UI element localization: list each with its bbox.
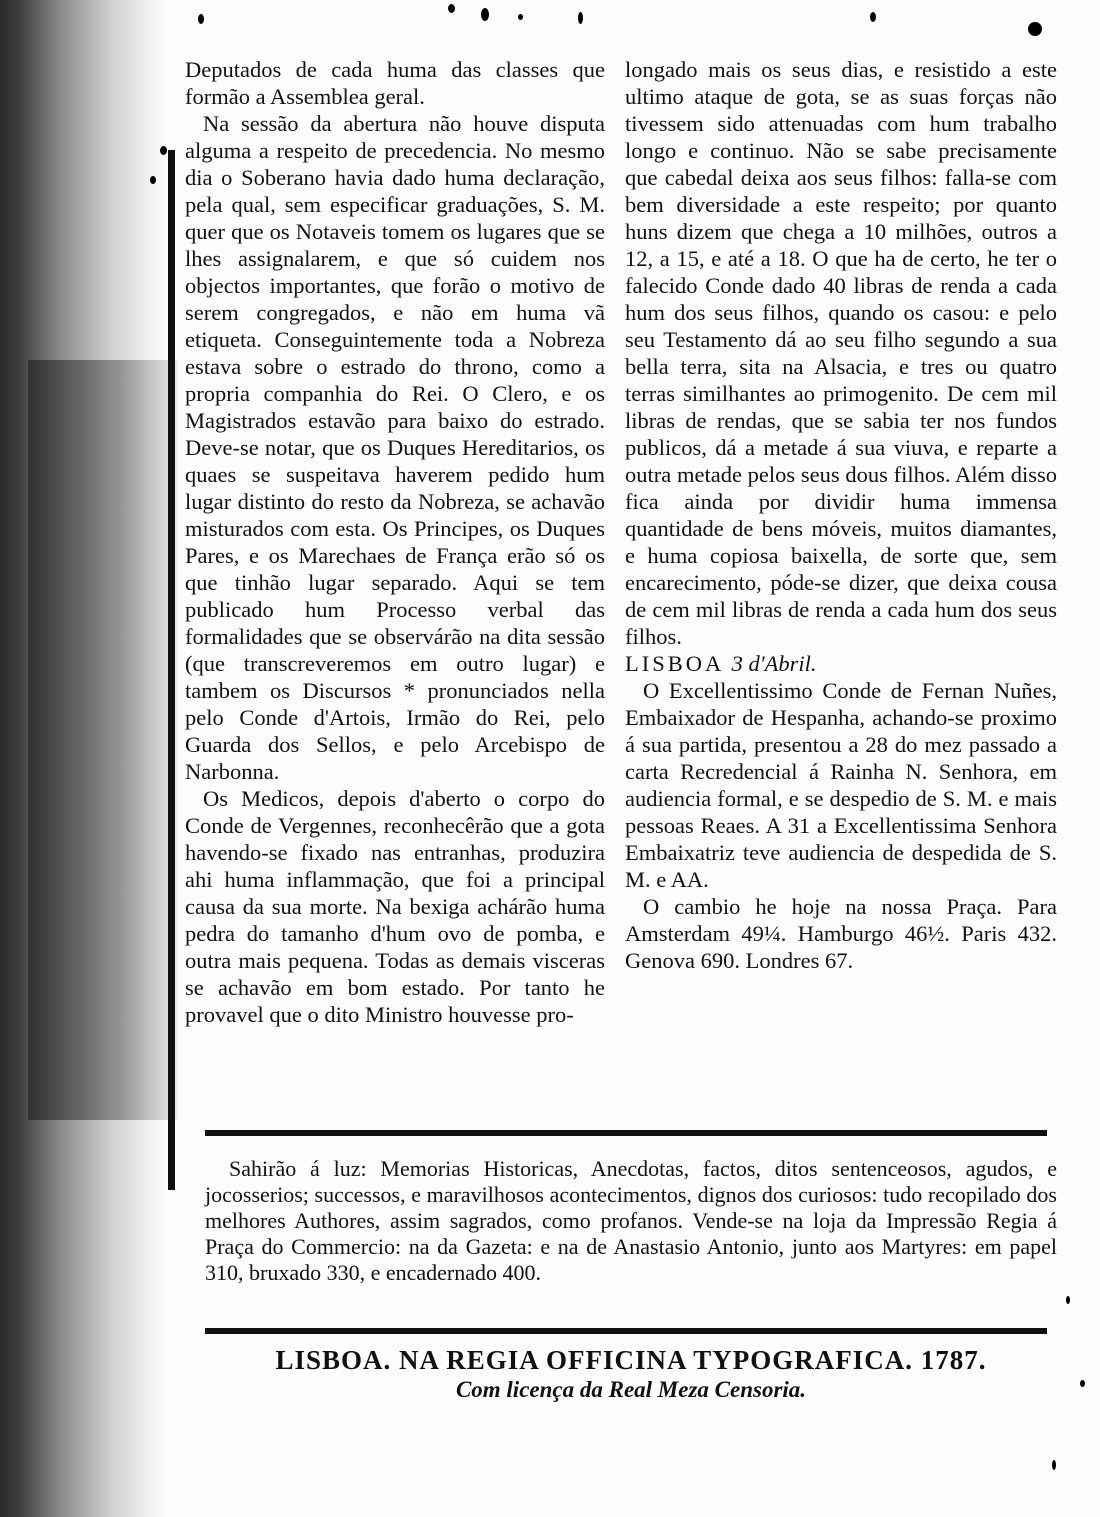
spine-rule — [168, 150, 175, 1190]
ink-speck — [1052, 1460, 1056, 1470]
ink-speck — [198, 14, 204, 24]
left-column — [185, 56, 605, 1028]
license-line: Com licença da Real Meza Censoria. — [455, 1377, 807, 1402]
ink-speck — [150, 176, 156, 184]
paragraph: longado mais os seus dias, e resistido a este ultimo ataque de gota, se as suas forças não tivessem sido attenuadas com hum trabalho longo e continuo. Não se sabe precisamente que cabedal deixa aos seus filhos: falla-se com bem diversidade a este respeito; por quanto huns dizem que chega a 10 milhões, outros a 12, a 15, e até a 18. O que ha de certo, he ter o falecido Conde dado 40 libras de renda a cada hum dos seus filhos, quando os casou: e pelo seu Testamento dá ao seu filho segundo a sua bella terra, sita na Alsacia, e tres ou quatro terras similhantes ao primogenito. De cem mil libras de rendas, que se sabia ter nos fundos publicos, dá a metade á sua viuva, e reparte a outra metade pelos seus dous filhos. Além disso fica ainda por dividir huma immensa quantidade de bens móveis, muitos diamantes, e huma copiosa baixella, de sorte que, sem encarecimento, póde-se dizer, que deixa cousa de cem mil libras de renda a cada hum dos seus filhos. — [625, 57, 1057, 649]
imprint-line: LISBOA. NA REGIA OFFICINA TYPOGRAFICA. 1787. — [275, 1345, 987, 1375]
publication-notice: Sahirão á luz: Memorias Historicas, Anecdotas, factos, ditos sentenceosos, agudos, e jocosserios; successos, e maravilhosos acontecimentos, dignos dos curiosos: tudo recopilado dos melhores Authores, assim sagrados, como profanos. Vende-se na loja da Impressão Regia á Praça do Commercio: na da Gazeta: e na de Anastasio Antonio, junto aos Martyres: em papel 310, bruxado 330, e encadernado 400. — [205, 1156, 1057, 1285]
paragraph: Os Medicos, depois d'aberto o corpo do Conde de Vergennes, reconhecêrão que a gota havendo-se fixado nas entranhas, produzira ahi huma inflammação, que foi a principal causa da sua morte. Na bexiga achárão huma pedra do tamanho d'hum ovo de pomba, e outra mais pequena. Todas as demais visceras se achavão em bom estado. Por tanto he provavel que o dito Ministro houvesse pro- — [185, 786, 605, 1027]
section-rule — [205, 1130, 1047, 1136]
ink-speck — [160, 146, 167, 155]
ink-speck — [870, 12, 876, 22]
ink-speck — [1080, 1380, 1085, 1387]
scan-shadow — [28, 360, 178, 1120]
ink-speck — [481, 8, 489, 21]
ink-speck — [518, 14, 523, 20]
ink-speck — [448, 4, 455, 13]
dateline-date: 3 d'Abril. — [731, 651, 817, 676]
dateline-city: LISBOA — [625, 651, 724, 676]
paragraph: Deputados de cada huma das classes que formão a Assemblea geral. — [185, 57, 605, 109]
paragraph: O Excellentissimo Conde de Fernan Nuñes, Embaixador de Hespanha, achando-se proximo á sua partida, presentou a 28 do mez passado a carta Recredencial á Rainha N. Senhora, em audiencia formal, e se despedio de S. M. e mais pessoas Reaes. A 31 a Excellentissima Senhora Embaixatriz teve audiencia de despedida de S. M. e AA. — [625, 678, 1057, 892]
imprint — [205, 1344, 1057, 1404]
section-rule — [205, 1328, 1047, 1334]
ink-speck — [1066, 1296, 1070, 1304]
ink-speck — [578, 12, 583, 24]
paragraph: Na sessão da abertura não houve disputa alguma a respeito de precedencia. No mesmo dia o Soberano havia dado huma declaração, pela qual, sem especificar graduações, S. M. quer que os Notaveis tomem os lugares que se lhes assignalarem, e que só cuidem nos objectos importantes, que forão o motivo de serem congregados, e não em huma vã etiqueta. Conseguintemente toda a Nobreza estava sobre o estrado do throno, como a propria companhia do Rei. O Clero, e os Magistrados estavão para baixo do estrado. Deve-se notar, que os Duques Hereditarios, os quaes se suspeitava haverem pedido hum lugar distinto do resto da Nobreza, se achavão misturados com esta. Os Principes, os Duques Pares, e os Marechaes de França erão só os que tinhão lugar separado. Aqui se tem publicado hum Processo verbal das formalidades que se observárão na dita sessão (que transcreveremos em outro lugar) e tambem os Discursos * pronunciados nella pelo Conde d'Artois, Irmão do Rei, pelo Guarda dos Sellos, e pelo Arcebispo de Narbonna. — [185, 111, 605, 784]
right-column — [625, 56, 1057, 974]
dateline — [625, 650, 1057, 677]
ink-speck — [1028, 22, 1042, 36]
paragraph: O cambio he hoje na nossa Praça. Para Amsterdam 49¼. Hamburgo 46½. Paris 432. Genova 690. Londres 67. — [625, 894, 1057, 973]
